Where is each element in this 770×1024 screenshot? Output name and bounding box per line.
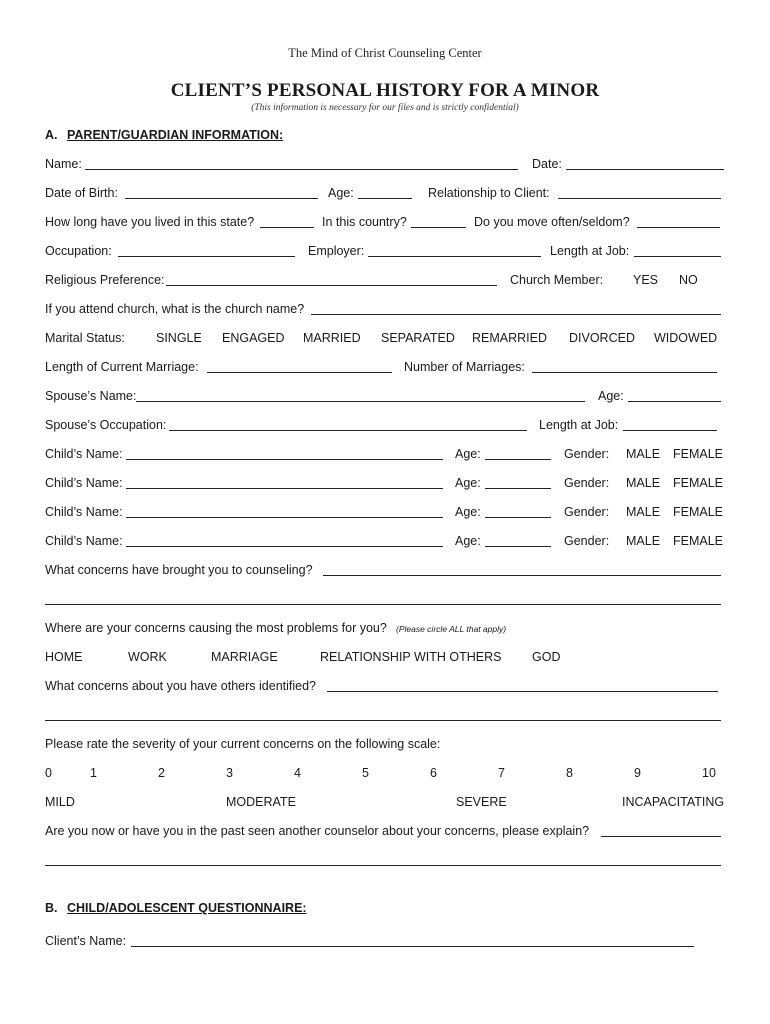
- child-gender-label: Gender:: [564, 505, 610, 519]
- church-name-row: [45, 302, 725, 320]
- child-name-label: Child’s Name:: [45, 447, 123, 461]
- move-often-field[interactable]: [637, 215, 720, 228]
- severity-question-row: [45, 737, 725, 755]
- child-age-label: Age:: [455, 447, 481, 461]
- spouse-age-field[interactable]: [628, 389, 721, 402]
- clients-name-field[interactable]: [131, 934, 694, 947]
- church-member-no[interactable]: NO: [679, 273, 698, 287]
- religious-pref-field[interactable]: [166, 273, 497, 286]
- scale-0[interactable]: 0: [45, 766, 52, 780]
- child-gender-female[interactable]: FEMALE: [673, 476, 724, 490]
- severity-label: Please rate the severity of your current concerns on the following scale:: [45, 737, 441, 751]
- child-age-label: Age:: [455, 476, 481, 490]
- marital-status-row: [45, 331, 725, 349]
- child-gender-label: Gender:: [564, 534, 610, 548]
- circle-all-note: (Please circle ALL that apply): [396, 624, 507, 634]
- problem-area-marriage[interactable]: MARRIAGE: [211, 650, 278, 664]
- child-row-2: [45, 476, 725, 494]
- move-often-label: Do you move often/seldom?: [474, 215, 630, 229]
- section-b-heading: [45, 901, 307, 915]
- occupation-row: [45, 244, 725, 262]
- religious-pref-label: Religious Preference:: [45, 273, 165, 287]
- child-gender-male[interactable]: MALE: [626, 447, 661, 461]
- dob-field[interactable]: [125, 186, 318, 199]
- child-gender-label: Gender:: [564, 476, 610, 490]
- relationship-field[interactable]: [558, 186, 721, 199]
- spouse-length-job-field[interactable]: [623, 418, 717, 431]
- scale-label-moderate: MODERATE: [226, 795, 296, 809]
- child-name-field[interactable]: [126, 476, 443, 489]
- form-title: CLIENT’S PERSONAL HISTORY FOR A MINOR: [170, 80, 600, 101]
- problem-areas-row: [45, 650, 725, 668]
- child-name-field[interactable]: [126, 534, 443, 547]
- child-gender-female[interactable]: FEMALE: [673, 534, 724, 548]
- section-a-heading: [45, 128, 283, 142]
- church-name-label: If you attend church, what is the church name?: [45, 302, 305, 316]
- child-age-field[interactable]: [485, 534, 551, 547]
- dob-label: Date of Birth:: [45, 186, 118, 200]
- spouse-name-field[interactable]: [136, 389, 585, 402]
- scale-8[interactable]: 8: [566, 766, 573, 780]
- child-name-field[interactable]: [126, 505, 443, 518]
- section-a-letter: A.: [45, 128, 58, 142]
- occupation-label: Occupation:: [45, 244, 112, 258]
- age-field[interactable]: [358, 186, 412, 199]
- marriage-length-row: [45, 360, 725, 378]
- scale-1[interactable]: 1: [90, 766, 97, 780]
- spouse-occupation-row: [45, 418, 725, 436]
- child-row-3: [45, 505, 725, 523]
- spouse-length-job-label: Length at Job:: [539, 418, 619, 432]
- scale-7[interactable]: 7: [498, 766, 505, 780]
- child-row-1: [45, 447, 725, 465]
- date-label: Date:: [532, 157, 562, 171]
- section-a-title: PARENT/GUARDIAN INFORMATION:: [67, 128, 284, 142]
- problem-areas-question-row: [45, 621, 725, 639]
- clients-name-row: [45, 934, 725, 952]
- marital-option-engaged[interactable]: ENGAGED: [222, 331, 285, 345]
- spouse-occupation-field[interactable]: [169, 418, 527, 431]
- scale-label-severe: SEVERE: [456, 795, 507, 809]
- scale-4[interactable]: 4: [294, 766, 301, 780]
- child-gender-female[interactable]: FEMALE: [673, 505, 724, 519]
- church-member-label: Church Member:: [510, 273, 604, 287]
- child-row-4: [45, 534, 725, 552]
- child-age-label: Age:: [455, 505, 481, 519]
- scale-5[interactable]: 5: [362, 766, 369, 780]
- child-age-label: Age:: [455, 534, 481, 548]
- name-row: [45, 157, 725, 175]
- problem-area-work[interactable]: WORK: [128, 650, 167, 664]
- child-gender-label: Gender:: [564, 447, 610, 461]
- num-marriages-field[interactable]: [532, 360, 717, 373]
- scale-label-incapacitating: INCAPACITATING: [622, 795, 725, 809]
- spouse-age-label: Age:: [598, 389, 624, 403]
- dob-row: [45, 186, 725, 204]
- scale-label-mild: MILD: [45, 795, 75, 809]
- others-identified-field-continued[interactable]: [45, 708, 721, 721]
- concerns-row: [45, 563, 725, 581]
- scale-10[interactable]: 10: [702, 766, 716, 780]
- length-job-label: Length at Job:: [550, 244, 630, 258]
- others-identified-row: [45, 679, 725, 697]
- employer-field[interactable]: [368, 244, 541, 257]
- length-job-field[interactable]: [634, 244, 721, 257]
- marital-option-divorced[interactable]: DIVORCED: [569, 331, 635, 345]
- marital-option-separated[interactable]: SEPARATED: [381, 331, 455, 345]
- spouse-name-row: [45, 389, 725, 407]
- section-b-title: CHILD/ADOLESCENT QUESTIONNAIRE:: [67, 901, 307, 915]
- scale-6[interactable]: 6: [430, 766, 437, 780]
- date-field[interactable]: [566, 157, 724, 170]
- state-duration-field[interactable]: [260, 215, 314, 228]
- problem-areas-label: Where are your concerns causing the most problems for you?: [45, 621, 387, 635]
- country-duration-field[interactable]: [411, 215, 466, 228]
- concerns-field-continued[interactable]: [45, 592, 721, 605]
- child-name-label: Child’s Name:: [45, 534, 123, 548]
- concerns-continuation-row: [45, 592, 725, 610]
- length-marriage-label: Length of Current Marriage:: [45, 360, 199, 374]
- others-identified-label: What concerns about you have others identified?: [45, 679, 317, 693]
- employer-label: Employer:: [308, 244, 365, 258]
- clients-name-label: Client’s Name:: [45, 934, 127, 948]
- problem-area-relationships[interactable]: RELATIONSHIP WITH OTHERS: [320, 650, 502, 664]
- concerns-label: What concerns have brought you to counseling?: [45, 563, 313, 577]
- severity-labels-row: [45, 795, 725, 813]
- concerns-field[interactable]: [323, 563, 721, 576]
- relationship-label: Relationship to Client:: [428, 186, 550, 200]
- child-gender-male[interactable]: MALE: [626, 534, 661, 548]
- past-counselor-field-continued[interactable]: [45, 853, 721, 866]
- marital-option-married[interactable]: MARRIED: [303, 331, 361, 345]
- past-counselor-row: [45, 824, 725, 842]
- length-marriage-field[interactable]: [207, 360, 392, 373]
- child-gender-male[interactable]: MALE: [626, 476, 661, 490]
- church-member-yes[interactable]: YES: [633, 273, 659, 287]
- scale-2[interactable]: 2: [158, 766, 165, 780]
- organization-name: The Mind of Christ Counseling Center: [288, 46, 482, 60]
- spouse-occupation-label: Spouse’s Occupation:: [45, 418, 167, 432]
- occupation-field[interactable]: [118, 244, 295, 257]
- past-counselor-label: Are you now or have you in the past seen another counselor about your concerns, please explain?: [45, 824, 590, 838]
- country-duration-label: In this country?: [322, 215, 407, 229]
- child-gender-female[interactable]: FEMALE: [673, 447, 724, 461]
- church-name-field[interactable]: [311, 302, 721, 315]
- residence-row: [45, 215, 725, 233]
- section-b-letter: B.: [45, 901, 58, 915]
- state-duration-label: How long have you lived in this state?: [45, 215, 255, 229]
- child-age-field[interactable]: [485, 447, 551, 460]
- past-counselor-continuation-row: [45, 853, 725, 871]
- spouse-name-label: Spouse’s Name:: [45, 389, 137, 403]
- child-gender-male[interactable]: MALE: [626, 505, 661, 519]
- child-name-field[interactable]: [126, 447, 443, 460]
- child-name-label: Child’s Name:: [45, 476, 123, 490]
- marital-option-single[interactable]: SINGLE: [156, 331, 202, 345]
- others-identified-continuation-row: [45, 708, 725, 726]
- child-age-field[interactable]: [485, 505, 551, 518]
- problem-area-home[interactable]: HOME: [45, 650, 83, 664]
- past-counselor-field[interactable]: [601, 824, 721, 837]
- marital-option-widowed[interactable]: WIDOWED: [654, 331, 718, 345]
- marital-status-label: Marital Status:: [45, 331, 125, 345]
- child-age-field[interactable]: [485, 476, 551, 489]
- marital-option-remarried[interactable]: REMARRIED: [472, 331, 548, 345]
- problem-area-god[interactable]: GOD: [532, 650, 561, 664]
- child-name-label: Child’s Name:: [45, 505, 123, 519]
- others-identified-field[interactable]: [327, 679, 718, 692]
- num-marriages-label: Number of Marriages:: [404, 360, 525, 374]
- name-label: Name:: [45, 157, 82, 171]
- religion-row: [45, 273, 725, 291]
- name-field[interactable]: [85, 157, 518, 170]
- confidentiality-note: (This information is necessary for our files and is strictly confidential): [251, 103, 519, 113]
- age-label: Age:: [328, 186, 354, 200]
- scale-3[interactable]: 3: [226, 766, 233, 780]
- scale-9[interactable]: 9: [634, 766, 641, 780]
- severity-scale-row: [45, 766, 725, 784]
